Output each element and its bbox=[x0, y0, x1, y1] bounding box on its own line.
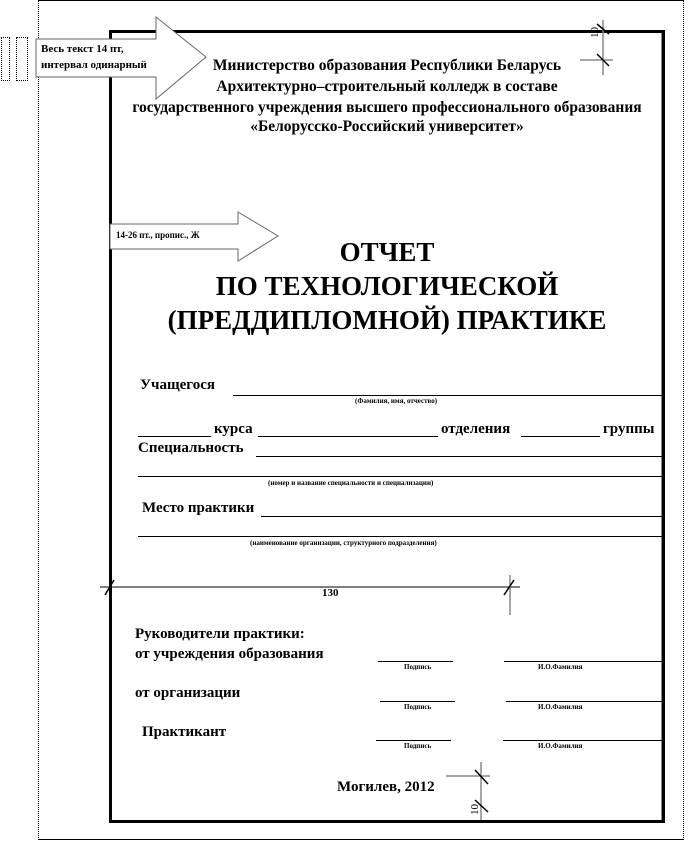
course-label: курса bbox=[214, 421, 253, 437]
specialty-field-line2[interactable] bbox=[138, 476, 665, 477]
place-label: Место практики bbox=[142, 500, 255, 516]
name-hint: И.О.Фамилия bbox=[538, 663, 583, 671]
city-year: Могилев, 2012 bbox=[337, 779, 435, 795]
name-hint: И.О.Фамилия bbox=[538, 742, 583, 750]
student-hint: (Фамилия, имя, отчество) bbox=[355, 397, 438, 405]
width-dimension bbox=[100, 575, 530, 620]
specialty-hint: (номер и название специальности и специализации) bbox=[268, 479, 434, 487]
header-line3: государственного учреждения высшего профессионального образования bbox=[132, 99, 642, 116]
place-hint: (наименование организации, структурного подразделения) bbox=[250, 539, 437, 547]
course-field[interactable] bbox=[138, 436, 211, 437]
specialty-field[interactable] bbox=[256, 456, 665, 457]
bottom-margin-dimension bbox=[400, 762, 480, 822]
title-line1: ОТЧЕТ bbox=[339, 237, 435, 267]
signature-field[interactable] bbox=[378, 661, 453, 662]
title-note: 14-26 пт., пропис., Ж bbox=[116, 230, 200, 240]
place-field-line2[interactable] bbox=[138, 536, 665, 537]
department-field[interactable] bbox=[258, 436, 438, 437]
group-field[interactable] bbox=[521, 436, 600, 437]
margin-marker-left bbox=[1, 37, 10, 81]
font-note-line2: интервал одинарный bbox=[41, 59, 147, 71]
student-label: Учащегося bbox=[140, 377, 215, 393]
header-line2: Архитектурно–строительный колледж в составе bbox=[216, 78, 558, 95]
top-margin-label: 10 bbox=[589, 27, 601, 38]
student-name-field[interactable] bbox=[233, 395, 665, 396]
signature-row-label: от учреждения образования bbox=[135, 646, 324, 662]
header-line1: Министерство образования Республики Беларусь bbox=[212, 57, 562, 74]
name-field[interactable] bbox=[506, 701, 665, 702]
margin-marker-right bbox=[16, 37, 28, 81]
place-field[interactable] bbox=[261, 516, 665, 517]
font-note-line1: Весь текст 14 пт, bbox=[41, 43, 124, 55]
name-field[interactable] bbox=[504, 661, 665, 662]
title-line3: (ПРЕДДИПЛОМНОЙ) ПРАКТИКЕ bbox=[167, 305, 607, 335]
signature-row-label: Практикант bbox=[142, 724, 227, 740]
signature-field[interactable] bbox=[380, 701, 455, 702]
supervisors-heading: Руководители практики: bbox=[135, 626, 305, 642]
group-label: группы bbox=[603, 421, 655, 437]
signature-hint: Подпись bbox=[404, 663, 432, 671]
signature-field[interactable] bbox=[376, 740, 451, 741]
signature-hint: Подпись bbox=[404, 703, 432, 711]
department-label: отделения bbox=[441, 421, 511, 437]
signature-row-label: от организации bbox=[135, 685, 241, 701]
header-line4: «Белорусско-Российский университет» bbox=[250, 118, 524, 135]
width-dimension-label: 130 bbox=[322, 587, 339, 599]
bottom-margin-label: 10 bbox=[469, 804, 481, 815]
specialty-label: Специальность bbox=[138, 440, 244, 456]
name-field[interactable] bbox=[503, 740, 665, 741]
title-line2: ПО ТЕХНОЛОГИЧЕСКОЙ bbox=[215, 271, 559, 301]
signature-hint: Подпись bbox=[404, 742, 432, 750]
name-hint: И.О.Фамилия bbox=[538, 703, 583, 711]
